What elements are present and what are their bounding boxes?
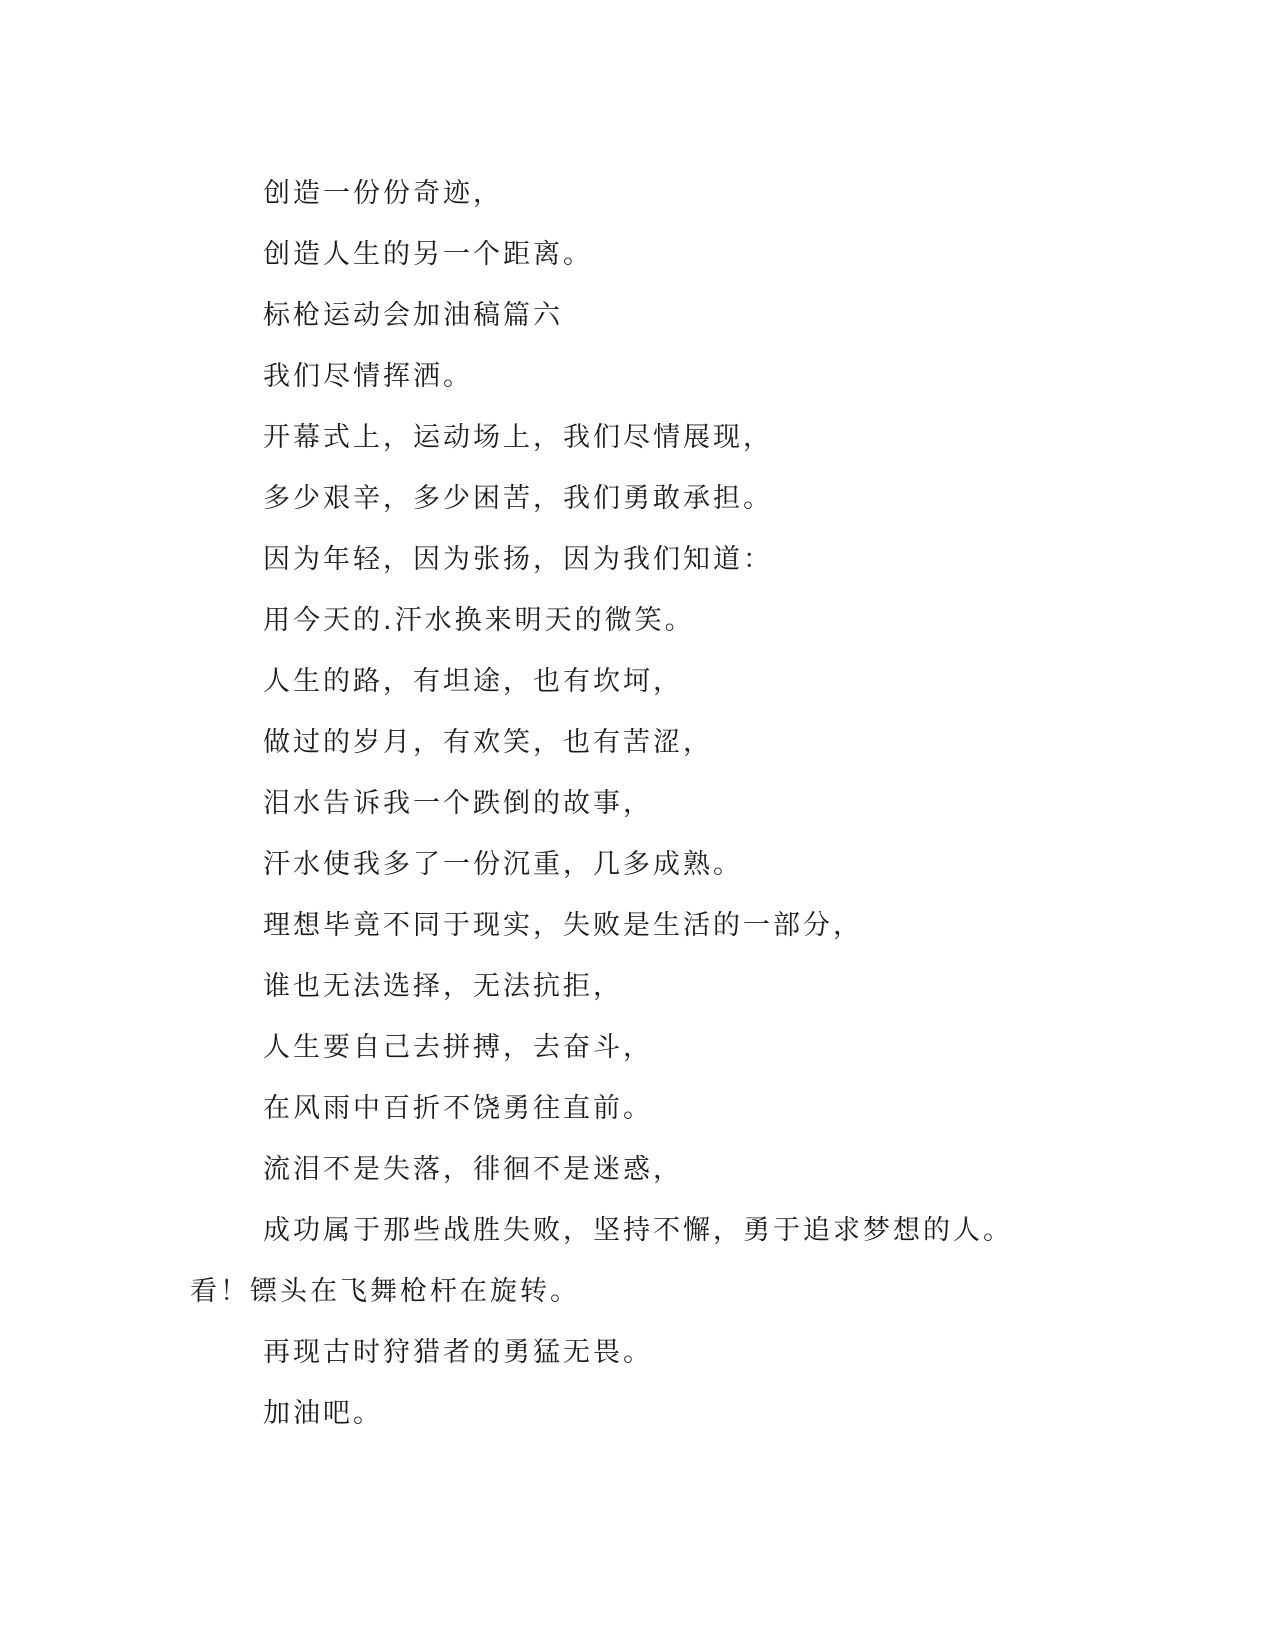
paragraph: 人生要自己去拼搏，去奋斗， xyxy=(263,1032,653,1063)
paragraph: 汗水使我多了一份沉重，几多成熟。 xyxy=(263,849,743,880)
paragraph: 用今天的.汗水换来明天的微笑。 xyxy=(263,605,695,636)
paragraph: 流泪不是失落，徘徊不是迷惑， xyxy=(263,1154,683,1185)
paragraph: 成功属于那些战胜失败，坚持不懈，勇于追求梦想的人。看！镖头在飞舞枪杆在旋转。 xyxy=(190,1215,1013,1307)
paragraph: 理想毕竟不同于现实，失败是生活的一部分， xyxy=(263,910,863,941)
section-heading: 标枪运动会加油稿篇六 xyxy=(263,300,563,331)
paragraph: 创造一份份奇迹， xyxy=(263,178,503,209)
paragraph: 在风雨中百折不饶勇往直前。 xyxy=(263,1093,653,1124)
paragraph: 创造人生的另一个距离。 xyxy=(263,239,593,270)
paragraph: 人生的路，有坦途，也有坎坷， xyxy=(263,666,683,697)
paragraph: 加油吧。 xyxy=(263,1398,383,1429)
paragraph: 多少艰辛，多少困苦，我们勇敢承担。 xyxy=(263,483,773,514)
paragraph: 谁也无法选择，无法抗拒， xyxy=(263,971,623,1002)
paragraph: 再现古时狩猎者的勇猛无畏。 xyxy=(263,1337,653,1368)
paragraph: 泪水告诉我一个跌倒的故事， xyxy=(263,788,653,819)
paragraph: 因为年轻，因为张扬，因为我们知道： xyxy=(263,544,773,575)
paragraph: 我们尽情挥洒。 xyxy=(263,361,473,392)
document-body xyxy=(190,163,1070,1444)
paragraph: 做过的岁月，有欢笑，也有苦涩， xyxy=(263,727,713,758)
paragraph: 开幕式上，运动场上，我们尽情展现， xyxy=(263,422,773,453)
